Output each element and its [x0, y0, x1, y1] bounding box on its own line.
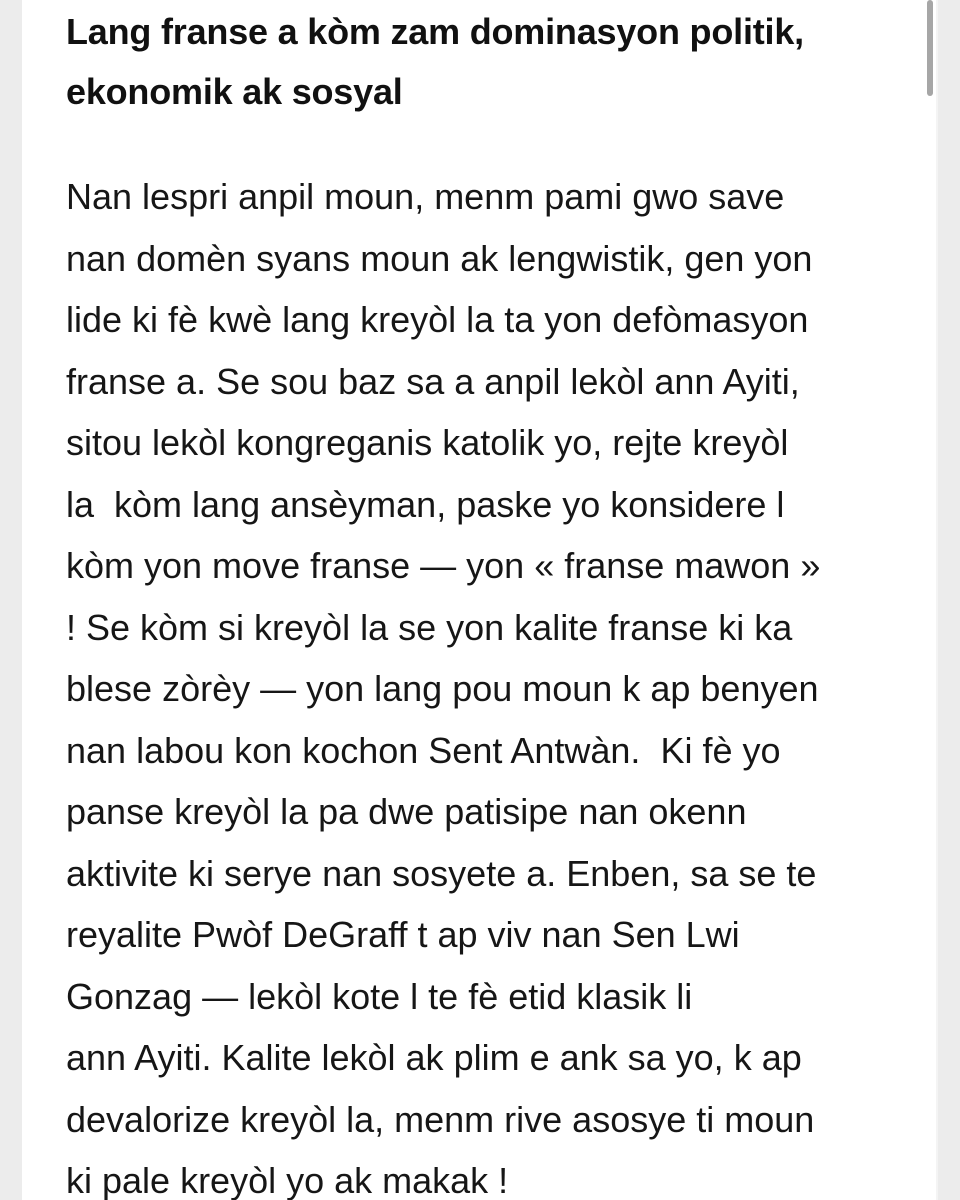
paragraph-line: ann Ayiti. Kalite lekòl ak plim e ank sa yo, k ap	[66, 1037, 802, 1078]
scrollbar-thumb[interactable]	[927, 0, 933, 96]
paragraph-line: panse kreyòl la pa dwe patisipe nan okenn	[66, 791, 747, 832]
paragraph-line: Nan lespri anpil moun, menm pami gwo save	[66, 176, 785, 217]
heading-line: ekonomik ak sosyal	[66, 71, 403, 112]
paragraph-line: reyalite Pwòf DeGraff t ap viv nan Sen Lwi	[66, 914, 740, 955]
heading-line: Lang franse a kòm zam dominasyon politik,	[66, 11, 804, 52]
paragraph-line: kòm yon move franse — yon « franse mawon »	[66, 545, 821, 586]
paragraph-line: nan labou kon kochon Sent Antwàn. Ki fè yo	[66, 729, 781, 771]
paragraph-line: blese zòrèy — yon lang pou moun k ap benyen	[66, 668, 819, 709]
article-paragraph	[66, 166, 896, 1200]
paragraph-line: nan domèn syans moun ak lengwistik, gen yon	[66, 237, 813, 279]
paragraph-line: Gonzag — lekòl kote l te fè etid klasik li	[66, 975, 693, 1017]
article-heading	[66, 0, 896, 122]
scrollbar-track[interactable]	[936, 0, 938, 1200]
left-margin	[0, 0, 22, 1200]
paragraph-line: la kòm lang ansèyman, paske yo konsidere l	[66, 483, 785, 525]
paragraph-line: devalorize kreyòl la, menm rive asosye ti moun	[66, 1098, 815, 1140]
paragraph-line: franse a. Se sou baz sa a anpil lekòl ann Ayiti,	[66, 360, 800, 402]
article-content	[66, 0, 896, 1200]
paragraph-line: aktivite ki serye nan sosyete a. Enben, sa se te	[66, 852, 817, 894]
paragraph-line: sitou lekòl kongreganis katolik yo, rejte kreyòl	[66, 422, 789, 463]
paragraph-line: ki pale kreyòl yo ak makak !	[66, 1160, 509, 1200]
right-margin	[938, 0, 960, 1200]
paragraph-line: lide ki fè kwè lang kreyòl la ta yon defòmasyon	[66, 299, 809, 340]
paragraph-line: ! Se kòm si kreyòl la se yon kalite franse ki ka	[66, 606, 793, 648]
